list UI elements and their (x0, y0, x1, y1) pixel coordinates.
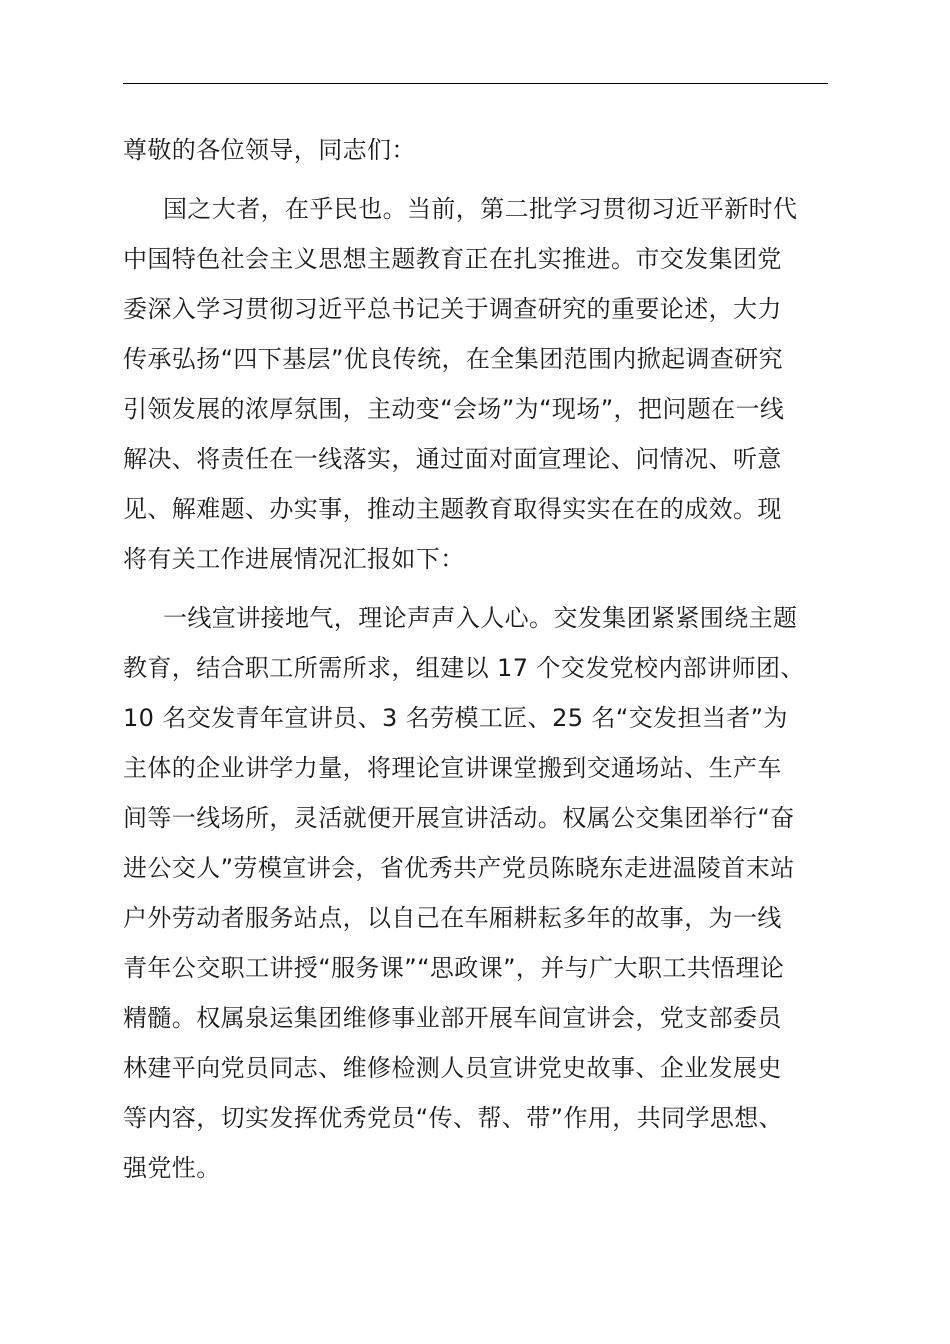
document-body (123, 130, 835, 1198)
paragraph-line: 中国特色社会主义思想主题教育正在扎实推进。市交发集团党 (123, 245, 782, 273)
salutation: 尊敬的各位领导，同志们： (123, 136, 416, 164)
paragraph-line: 主体的企业讲学力量，将理论宣讲课堂搬到交通场站、生产车 (123, 754, 782, 782)
paragraph-line: 教育，结合职工所需所求，组建以 17 个交发党校内部讲师团、 (123, 654, 805, 682)
paragraph-line: 强党性。 (123, 1154, 221, 1182)
paragraph-line: 将有关工作进展情况汇报如下： (123, 545, 465, 573)
paragraph-1 (123, 189, 835, 589)
paragraph-line: 见、解难题、办实事，推动主题教育取得实实在在的成效。现 (123, 495, 782, 523)
paragraph-gap (123, 589, 835, 598)
paragraph-line: 进公交人”劳模宣讲会，省优秀共产党员陈晓东走进温陵首末站 (123, 854, 795, 882)
paragraph-line: 间等一线场所，灵活就便开展宣讲活动。权属公交集团举行“奋 (123, 804, 795, 832)
paragraph-gap (123, 180, 835, 189)
paragraph-line: 等内容，切实发挥优秀党员“传、帮、带”作用，共同学思想、 (123, 1104, 784, 1132)
paragraph-line: 委深入学习贯彻习近平总书记关于调查研究的重要论述，大力 (123, 295, 782, 323)
header-divider (123, 83, 828, 84)
paragraph-line: 解决、将责任在一线落实，通过面对面宣理论、问情况、听意 (123, 445, 782, 473)
paragraph-2 (123, 598, 835, 1198)
paragraph-line: 精髓。权属泉运集团维修事业部开展车间宣讲会，党支部委员 (123, 1004, 782, 1032)
paragraph-line: 10 名交发青年宣讲员、3 名劳模工匠、25 名“交发担当者”为 (123, 704, 788, 732)
paragraph-line: 青年公交职工讲授“服务课”“思政课”，并与广大职工共悟理论 (123, 954, 785, 982)
paragraph-line: 国之大者，在乎民也。当前，第二批学习贯彻习近平新时代 (163, 195, 798, 223)
paragraph-line: 传承弘扬“四下基层”优良传统，在全集团范围内掀起调查研究 (123, 345, 784, 373)
paragraph-line: 引领发展的浓厚氛围，主动变“会场”为“现场”，把问题在一线 (123, 395, 785, 423)
paragraph-line: 一线宣讲接地气，理论声声入人心。交发集团紧紧围绕主题 (163, 604, 798, 632)
paragraph-line: 户外劳动者服务站点，以自己在车厢耕耘多年的故事，为一线 (123, 904, 782, 932)
paragraph-line: 林建平向党员同志、维修检测人员宣讲党史故事、企业发展史 (123, 1054, 782, 1082)
